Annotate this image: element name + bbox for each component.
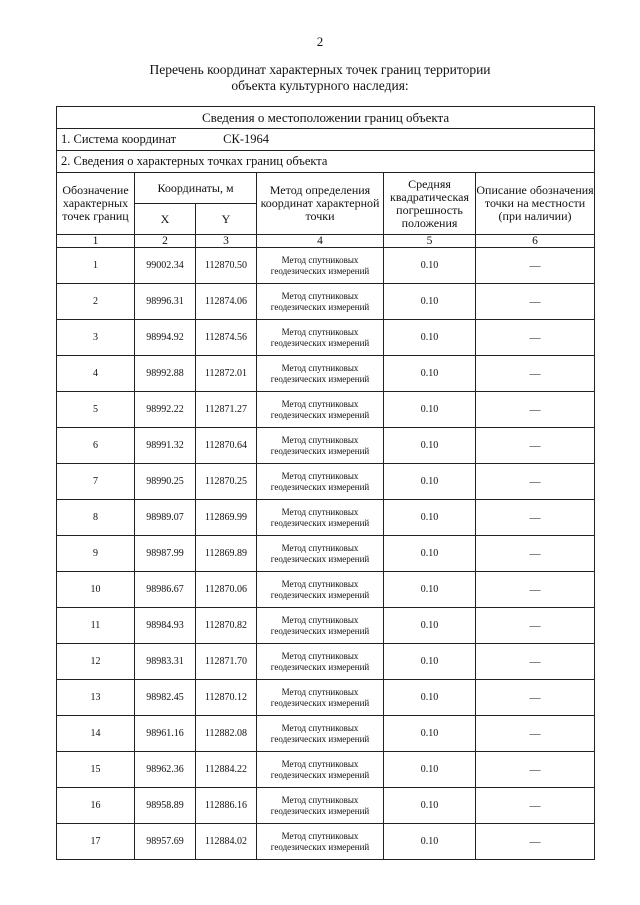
x-coordinate-cell: 98996.31 bbox=[135, 284, 196, 320]
error-cell: 0.10 bbox=[384, 680, 476, 716]
y-coordinate-cell: 112884.02 bbox=[196, 824, 257, 860]
description-cell: — bbox=[476, 428, 595, 464]
table-header bbox=[57, 107, 595, 248]
description-cell: — bbox=[476, 284, 595, 320]
y-coordinate-cell: 112884.22 bbox=[196, 752, 257, 788]
description-cell: — bbox=[476, 716, 595, 752]
x-coordinate-cell: 98987.99 bbox=[135, 536, 196, 572]
method-cell: Метод спутниковых геодезических измерений bbox=[257, 248, 384, 284]
point-number-cell: 1 bbox=[57, 248, 135, 284]
table-row bbox=[57, 716, 595, 752]
y-coordinate-cell: 112874.06 bbox=[196, 284, 257, 320]
method-cell: Метод спутниковых геодезических измерений bbox=[257, 392, 384, 428]
method-cell: Метод спутниковых геодезических измерений bbox=[257, 464, 384, 500]
error-cell: 0.10 bbox=[384, 248, 476, 284]
description-cell: — bbox=[476, 608, 595, 644]
col-number: 4 bbox=[257, 235, 384, 248]
point-number-cell: 17 bbox=[57, 824, 135, 860]
y-coordinate-cell: 112869.99 bbox=[196, 500, 257, 536]
y-coordinate-cell: 112870.25 bbox=[196, 464, 257, 500]
point-number-cell: 14 bbox=[57, 716, 135, 752]
table-row bbox=[57, 608, 595, 644]
method-cell: Метод спутниковых геодезических измерений bbox=[257, 788, 384, 824]
error-cell: 0.10 bbox=[384, 284, 476, 320]
method-cell: Метод спутниковых геодезических измерений bbox=[257, 428, 384, 464]
table-row bbox=[57, 392, 595, 428]
y-coordinate-cell: 112870.06 bbox=[196, 572, 257, 608]
col-header-x: X bbox=[135, 204, 196, 235]
y-coordinate-cell: 112869.89 bbox=[196, 536, 257, 572]
error-cell: 0.10 bbox=[384, 752, 476, 788]
point-number-cell: 10 bbox=[57, 572, 135, 608]
coordinates-table bbox=[56, 106, 595, 860]
error-cell: 0.10 bbox=[384, 644, 476, 680]
point-number-cell: 4 bbox=[57, 356, 135, 392]
point-number-cell: 2 bbox=[57, 284, 135, 320]
error-cell: 0.10 bbox=[384, 428, 476, 464]
y-coordinate-cell: 112886.16 bbox=[196, 788, 257, 824]
table-row bbox=[57, 536, 595, 572]
method-cell: Метод спутниковых геодезических измерений bbox=[257, 824, 384, 860]
y-coordinate-cell: 112882.08 bbox=[196, 716, 257, 752]
error-cell: 0.10 bbox=[384, 608, 476, 644]
y-coordinate-cell: 112870.82 bbox=[196, 608, 257, 644]
x-coordinate-cell: 98994.92 bbox=[135, 320, 196, 356]
error-cell: 0.10 bbox=[384, 464, 476, 500]
method-cell: Метод спутниковых геодезических измерений bbox=[257, 680, 384, 716]
x-coordinate-cell: 98991.32 bbox=[135, 428, 196, 464]
description-cell: — bbox=[476, 572, 595, 608]
col-number: 5 bbox=[384, 235, 476, 248]
y-coordinate-cell: 112870.64 bbox=[196, 428, 257, 464]
table-row bbox=[57, 824, 595, 860]
description-cell: — bbox=[476, 536, 595, 572]
col-header-designation: Обозначение характерных точек границ bbox=[57, 173, 135, 235]
x-coordinate-cell: 98962.36 bbox=[135, 752, 196, 788]
x-coordinate-cell: 98992.88 bbox=[135, 356, 196, 392]
point-number-cell: 16 bbox=[57, 788, 135, 824]
y-coordinate-cell: 112871.27 bbox=[196, 392, 257, 428]
method-cell: Метод спутниковых геодезических измерений bbox=[257, 716, 384, 752]
table-row bbox=[57, 248, 595, 284]
point-number-cell: 7 bbox=[57, 464, 135, 500]
point-number-cell: 15 bbox=[57, 752, 135, 788]
x-coordinate-cell: 98984.93 bbox=[135, 608, 196, 644]
x-coordinate-cell: 98961.16 bbox=[135, 716, 196, 752]
x-coordinate-cell: 98983.31 bbox=[135, 644, 196, 680]
description-cell: — bbox=[476, 320, 595, 356]
table-row bbox=[57, 752, 595, 788]
method-cell: Метод спутниковых геодезических измерений bbox=[257, 608, 384, 644]
error-cell: 0.10 bbox=[384, 788, 476, 824]
x-coordinate-cell: 98992.22 bbox=[135, 392, 196, 428]
description-cell: — bbox=[476, 680, 595, 716]
table-row bbox=[57, 320, 595, 356]
table-row bbox=[57, 356, 595, 392]
error-cell: 0.10 bbox=[384, 320, 476, 356]
description-cell: — bbox=[476, 356, 595, 392]
method-cell: Метод спутниковых геодезических измерений bbox=[257, 500, 384, 536]
table-row bbox=[57, 428, 595, 464]
error-cell: 0.10 bbox=[384, 392, 476, 428]
col-number: 1 bbox=[57, 235, 135, 248]
col-header-y: Y bbox=[196, 204, 257, 235]
error-cell: 0.10 bbox=[384, 536, 476, 572]
error-cell: 0.10 bbox=[384, 824, 476, 860]
coordinate-system-row bbox=[57, 129, 595, 151]
y-coordinate-cell: 112870.50 bbox=[196, 248, 257, 284]
y-coordinate-cell: 112874.56 bbox=[196, 320, 257, 356]
x-coordinate-cell: 98990.25 bbox=[135, 464, 196, 500]
point-number-cell: 11 bbox=[57, 608, 135, 644]
col-header-error: Средняя квадратическая погрешность положения bbox=[384, 173, 476, 235]
coordinate-system-value: СК-1964 bbox=[223, 132, 270, 146]
description-cell: — bbox=[476, 752, 595, 788]
x-coordinate-cell: 98982.45 bbox=[135, 680, 196, 716]
x-coordinate-cell: 98957.69 bbox=[135, 824, 196, 860]
error-cell: 0.10 bbox=[384, 356, 476, 392]
method-cell: Метод спутниковых геодезических измерений bbox=[257, 320, 384, 356]
error-cell: 0.10 bbox=[384, 572, 476, 608]
method-cell: Метод спутниковых геодезических измерений bbox=[257, 284, 384, 320]
point-number-cell: 8 bbox=[57, 500, 135, 536]
col-header-coordinates: Координаты, м bbox=[135, 173, 257, 204]
method-cell: Метод спутниковых геодезических измерений bbox=[257, 752, 384, 788]
description-cell: — bbox=[476, 644, 595, 680]
document-title bbox=[0, 62, 640, 94]
y-coordinate-cell: 112871.70 bbox=[196, 644, 257, 680]
table-body bbox=[57, 248, 595, 860]
x-coordinate-cell: 98989.07 bbox=[135, 500, 196, 536]
point-number-cell: 12 bbox=[57, 644, 135, 680]
method-cell: Метод спутниковых геодезических измерений bbox=[257, 572, 384, 608]
error-cell: 0.10 bbox=[384, 500, 476, 536]
description-cell: — bbox=[476, 500, 595, 536]
table-row bbox=[57, 500, 595, 536]
error-cell: 0.10 bbox=[384, 716, 476, 752]
section-header: Сведения о местоположении границ объекта bbox=[57, 107, 595, 129]
method-cell: Метод спутниковых геодезических измерений bbox=[257, 356, 384, 392]
description-cell: — bbox=[476, 392, 595, 428]
method-cell: Метод спутниковых геодезических измерений bbox=[257, 644, 384, 680]
description-cell: — bbox=[476, 788, 595, 824]
table-row bbox=[57, 284, 595, 320]
col-number: 3 bbox=[196, 235, 257, 248]
point-number-cell: 9 bbox=[57, 536, 135, 572]
description-cell: — bbox=[476, 248, 595, 284]
col-number: 2 bbox=[135, 235, 196, 248]
page-number: 2 bbox=[316, 34, 324, 49]
col-header-method: Метод определения координат характерной точки bbox=[257, 173, 384, 235]
description-cell: — bbox=[476, 824, 595, 860]
coordinate-system-label: 1. Система координат bbox=[61, 132, 177, 146]
point-number-cell: 3 bbox=[57, 320, 135, 356]
table-row bbox=[57, 644, 595, 680]
point-number-cell: 5 bbox=[57, 392, 135, 428]
title-line-2: объекта культурного наследия: bbox=[231, 78, 409, 93]
point-number-cell: 6 bbox=[57, 428, 135, 464]
table-row bbox=[57, 788, 595, 824]
col-number: 6 bbox=[476, 235, 595, 248]
col-header-description: Описание обозначения точки на местности (при наличии) bbox=[476, 173, 595, 235]
y-coordinate-cell: 112870.12 bbox=[196, 680, 257, 716]
x-coordinate-cell: 98958.89 bbox=[135, 788, 196, 824]
table-row bbox=[57, 680, 595, 716]
point-number-cell: 13 bbox=[57, 680, 135, 716]
description-cell: — bbox=[476, 464, 595, 500]
title-line-1: Перечень координат характерных точек границ территории bbox=[149, 62, 491, 77]
table-row bbox=[57, 572, 595, 608]
y-coordinate-cell: 112872.01 bbox=[196, 356, 257, 392]
points-section-label: 2. Сведения о характерных точках границ объекта bbox=[57, 151, 595, 173]
x-coordinate-cell: 98986.67 bbox=[135, 572, 196, 608]
method-cell: Метод спутниковых геодезических измерений bbox=[257, 536, 384, 572]
table-row bbox=[57, 464, 595, 500]
x-coordinate-cell: 99002.34 bbox=[135, 248, 196, 284]
